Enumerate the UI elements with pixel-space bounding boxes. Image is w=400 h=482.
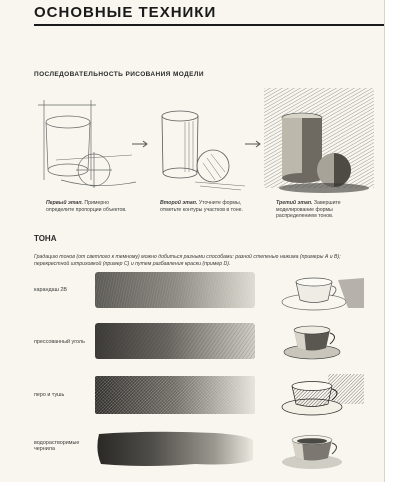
sequence-title: ПОСЛЕДОВАТЕЛЬНОСТЬ РИСОВАНИЯ МОДЕЛИ	[34, 71, 204, 78]
stage-1-label: Первый этап.	[46, 200, 83, 206]
stage-3-text-2: моделирование формы	[276, 206, 333, 213]
cup-sketch-pencil	[278, 272, 366, 312]
stage-3-text-1: Завершите	[313, 200, 341, 206]
stage-1-text-2: определите пропорции объектов.	[46, 206, 127, 213]
tone-row-label-1: водорастворимые	[34, 440, 80, 446]
cup-sketch-pen-ink	[278, 372, 366, 418]
tone-swatch-wash	[95, 430, 255, 468]
stage-3-caption	[276, 200, 376, 220]
cup-sketch-charcoal	[278, 320, 366, 362]
stage-1-caption	[46, 200, 146, 213]
stage-3-text-3: распределением тонов.	[276, 213, 334, 219]
stage-2-caption	[160, 200, 260, 213]
sketch-stage-1	[36, 100, 136, 195]
tone-title: ТОНА	[34, 234, 57, 243]
stage-2-text-1: Уточните формы,	[198, 200, 242, 206]
page-title: ОСНОВНЫЕ ТЕХНИКИ	[34, 4, 217, 21]
tone-row-label	[34, 339, 85, 345]
stage-2-label: Второй этап.	[160, 200, 198, 206]
tone-row-label-1: перо и тушь	[34, 392, 65, 398]
tone-row-label-1: прессованный уголь	[34, 339, 85, 345]
tone-row-label-2: чернила	[34, 446, 55, 452]
arrow-right-icon	[132, 140, 150, 148]
tone-swatch-pen-ink	[95, 376, 255, 414]
stage-3-label: Третий этап.	[276, 200, 313, 206]
page-edge	[384, 0, 400, 482]
tone-swatch-charcoal	[95, 323, 255, 359]
stage-2-text-2: отметьте контуры участков в тоне.	[160, 206, 243, 213]
arrow-right-icon	[245, 140, 263, 148]
tone-row-label	[34, 440, 79, 452]
sketch-stage-3	[264, 88, 374, 198]
sketch-stage-2	[155, 108, 255, 196]
cup-sketch-wash	[278, 428, 366, 472]
tone-row-label-1: карандаш 2В	[34, 287, 68, 293]
stage-1-text-1: Примерно	[84, 200, 109, 206]
header-rule	[34, 24, 384, 26]
tone-row-label	[34, 392, 64, 398]
tone-description: Градацию тонов (от светлого к темному) можно добиться разными способами: разной степенью нажима (примеры А и В); перекрестной штриховкой (пример С) и путем разбавления краски (пример D).	[34, 254, 341, 267]
tone-row-label	[34, 287, 67, 293]
tone-swatch-pencil	[95, 272, 255, 308]
